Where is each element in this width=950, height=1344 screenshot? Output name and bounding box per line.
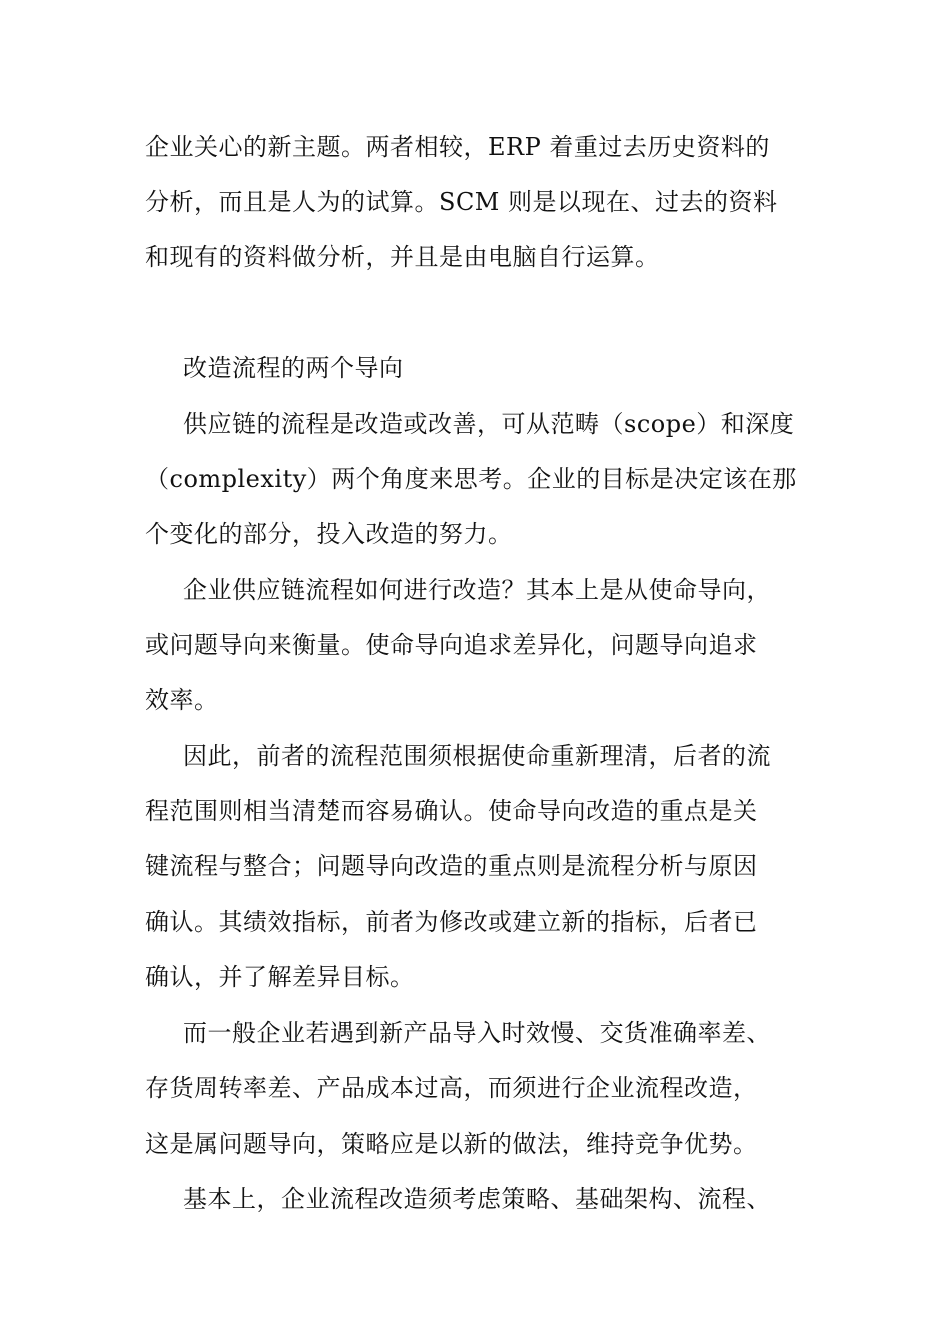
text-line: 确认。其绩效指标，前者为修改或建立新的指标，后者已 (145, 908, 758, 936)
text-line: 基本上，企业流程改造须考虑策略、基础架构、流程、 (183, 1185, 771, 1213)
text-line: 个变化的部分，投入改造的努力。 (145, 520, 513, 548)
text-line: 企业关心的新主题。两者相较，ERP 着重过去历史资料的 (145, 133, 770, 161)
text-line: 或问题导向来衡量。使命导向追求差异化，问题导向追求 (145, 631, 758, 659)
text-line: 确认，并了解差异目标。 (145, 963, 415, 991)
text-line: 存货周转率差、产品成本过高，而须进行企业流程改造， (145, 1074, 758, 1102)
text-line: 键流程与整合；问题导向改造的重点则是流程分析与原因 (145, 852, 758, 880)
text-line: 效率。 (145, 686, 219, 714)
text-line: 因此，前者的流程范围须根据使命重新理清，后者的流 (183, 742, 771, 770)
text-line: 企业供应链流程如何进行改造？其本上是从使命导向， (183, 576, 771, 604)
text-line: 和现有的资料做分析，并且是由电脑自行运算。 (145, 243, 660, 271)
text-line: 分析，而且是人为的试算。SCM 则是以现在、过去的资料 (145, 188, 778, 216)
text-line: （complexity）两个角度来思考。企业的目标是决定该在那 (145, 465, 797, 493)
text-line: 程范围则相当清楚而容易确认。使命导向改造的重点是关 (145, 797, 758, 825)
text-line: 供应链的流程是改造或改善，可从范畴（scope）和深度 (183, 410, 795, 438)
section-heading: 改造流程的两个导向 (183, 354, 404, 382)
text-line: 这是属问题导向，策略应是以新的做法，维持竞争优势。 (145, 1130, 758, 1158)
text-line: 而一般企业若遇到新产品导入时效慢、交货准确率差、 (183, 1019, 771, 1047)
